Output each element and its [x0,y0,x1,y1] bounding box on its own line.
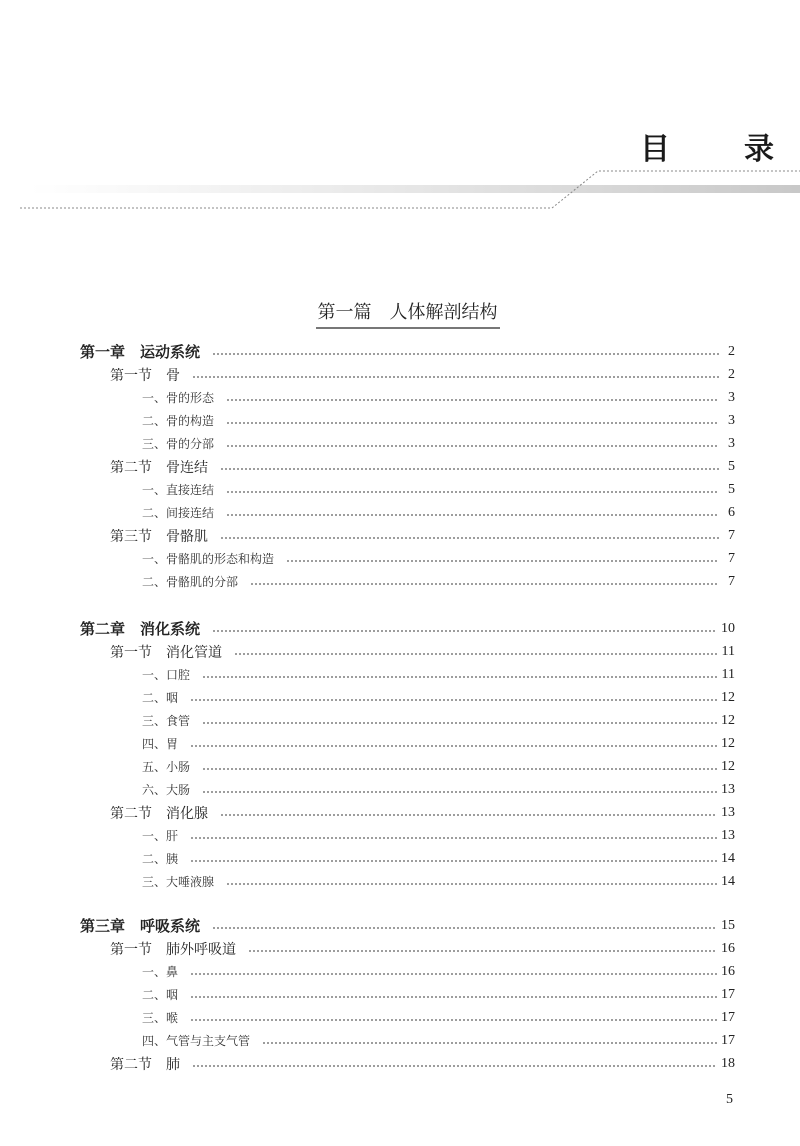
dot-leader [220,537,719,539]
toc-entry-label: 三、骨的分部 [142,437,215,451]
toc-entry-page: 12 [721,758,735,774]
toc-entry-label: 二、骨骼肌的分部 [142,575,239,589]
toc-entry-label: 第一节 肺外呼吸道 [110,941,236,958]
dot-leader [192,1065,717,1067]
toc-entry-item[interactable] [80,755,735,778]
toc-entry-item[interactable] [80,386,735,409]
dot-leader [250,583,719,585]
toc-entry-item[interactable] [80,778,735,801]
toc-entry-page: 5 [728,458,735,474]
toc-entry-label: 一、骨的形态 [142,391,215,405]
toc-entry-chapter[interactable] [80,617,735,640]
toc-entry-label: 一、鼻 [142,965,179,979]
dot-leader [226,491,719,493]
toc-entry-item[interactable] [80,686,735,709]
toc-entry-page: 14 [721,873,735,889]
toc-entry-label: 一、口腔 [142,668,191,682]
toc-entry-label: 第一节 消化管道 [110,644,222,661]
toc-entry-item[interactable] [80,501,735,524]
toc-entry-page: 17 [721,986,735,1002]
dot-leader [226,422,719,424]
toc-entry-item[interactable] [80,732,735,755]
dot-leader [212,353,719,355]
toc-entry-page: 16 [721,963,735,979]
toc-entry-page: 15 [721,917,735,933]
toc-entry-label: 二、咽 [142,691,179,705]
toc-entry-item[interactable] [80,983,735,1006]
toc-entry-item[interactable] [80,709,735,732]
toc-entry-page: 2 [728,366,735,382]
toc-entry-page: 18 [721,1055,735,1071]
toc-entry-chapter[interactable] [80,340,735,363]
toc-entry-page: 2 [728,343,735,359]
toc-entry-item[interactable] [80,432,735,455]
dot-leader [220,814,717,816]
toc-entry-label: 第二节 消化腺 [110,805,208,822]
toc-entry-page: 17 [721,1009,735,1025]
toc-entry-label: 四、气管与主支气管 [142,1034,251,1048]
dot-leader [286,560,719,562]
toc-entry-page: 12 [721,735,735,751]
toc-entry-item[interactable] [80,478,735,501]
toc-entry-label: 第三节 骨骼肌 [110,528,208,545]
toc-entry-page: 3 [728,412,735,428]
toc-entry-label: 第二节 肺 [110,1056,180,1073]
dot-leader [212,927,717,929]
toc-entry-page: 5 [728,481,735,497]
toc-entry-label: 三、喉 [142,1011,179,1025]
toc-entry-section[interactable] [80,455,735,478]
dot-leader [226,399,719,401]
toc-entry-page: 7 [728,527,735,543]
toc-entry-label: 六、大肠 [142,783,191,797]
part-title: 第一篇 人体解剖结构 [0,298,800,329]
dot-leader [248,950,717,952]
toc-entry-label: 第一章 运动系统 [80,343,201,361]
toc-entry-label: 第二章 消化系统 [80,620,201,638]
toc-entry-page: 3 [728,389,735,405]
toc-entry-page: 13 [721,781,735,797]
toc-entry-page: 11 [721,643,735,659]
toc-entry-label: 一、直接连结 [142,483,215,497]
toc-entry-page: 7 [728,573,735,589]
toc-entry-label: 一、骨骼肌的形态和构造 [142,552,275,566]
dot-leader [190,837,717,839]
toc-entry-label: 第二节 骨连结 [110,459,208,476]
toc-entry-page: 12 [721,712,735,728]
dot-leader [226,514,719,516]
toc-entry-page: 11 [721,666,735,682]
toc-entry-label: 五、小肠 [142,760,191,774]
toc-entry-label: 第一节 骨 [110,367,180,384]
toc-entry-label: 第三章 呼吸系统 [80,917,201,935]
dot-leader [192,376,719,378]
toc-entry-section[interactable] [80,640,735,663]
toc-chapter-group [80,340,735,593]
dot-leader [190,996,717,998]
toc-entry-page: 14 [721,850,735,866]
toc-chapter-group [80,617,735,893]
header-decoration [0,160,800,220]
toc-chapter-group [80,914,735,1075]
toc-entry-page: 16 [721,940,735,956]
toc-entry-item[interactable] [80,1006,735,1029]
toc-entry-item[interactable] [80,960,735,983]
toc-entry-section[interactable] [80,524,735,547]
toc-entry-item[interactable] [80,409,735,432]
toc-entry-label: 二、骨的构造 [142,414,215,428]
dot-leader [190,1019,717,1021]
dot-leader [202,791,717,793]
dot-leader [190,745,717,747]
toc-entry-section[interactable] [80,363,735,386]
toc-entry-label: 三、食管 [142,714,191,728]
toc-entry-page: 7 [728,550,735,566]
toc-entry-label: 一、肝 [142,829,179,843]
table-of-contents [80,340,735,1099]
toc-entry-item[interactable] [80,1029,735,1052]
dot-leader [202,676,718,678]
toc-entry-item[interactable] [80,663,735,686]
dot-leader [190,860,717,862]
dot-leader [220,468,719,470]
dot-leader [190,699,717,701]
toc-entry-item[interactable] [80,570,735,593]
dot-leader [190,973,717,975]
toc-entry-page: 17 [721,1032,735,1048]
toc-entry-label: 三、大唾液腺 [142,875,215,889]
toc-entry-label: 四、胃 [142,737,179,751]
toc-entry-page: 10 [721,620,735,636]
dot-leader [202,768,717,770]
toc-entry-item[interactable] [80,824,735,847]
toc-entry-page: 6 [728,504,735,520]
toc-entry-item[interactable] [80,547,735,570]
toc-entry-section[interactable] [80,801,735,824]
dot-leader [212,630,717,632]
toc-entry-label: 二、间接连结 [142,506,215,520]
toc-entry-page: 3 [728,435,735,451]
toc-entry-item[interactable] [80,847,735,870]
dot-leader [226,445,719,447]
toc-entry-section[interactable] [80,1052,735,1075]
toc-entry-page: 13 [721,827,735,843]
toc-entry-item[interactable] [80,870,735,893]
page-number: 5 [726,1092,733,1107]
dot-leader [202,722,717,724]
toc-entry-label: 二、咽 [142,988,179,1002]
toc-entry-page: 13 [721,804,735,820]
toc-entry-label: 二、胰 [142,852,179,866]
toc-entry-chapter[interactable] [80,914,735,937]
dot-leader [234,653,718,655]
dot-leader [226,883,717,885]
page-title: 目 录 [640,132,796,167]
toc-entry-page: 12 [721,689,735,705]
toc-entry-section[interactable] [80,937,735,960]
dot-leader [262,1042,717,1044]
